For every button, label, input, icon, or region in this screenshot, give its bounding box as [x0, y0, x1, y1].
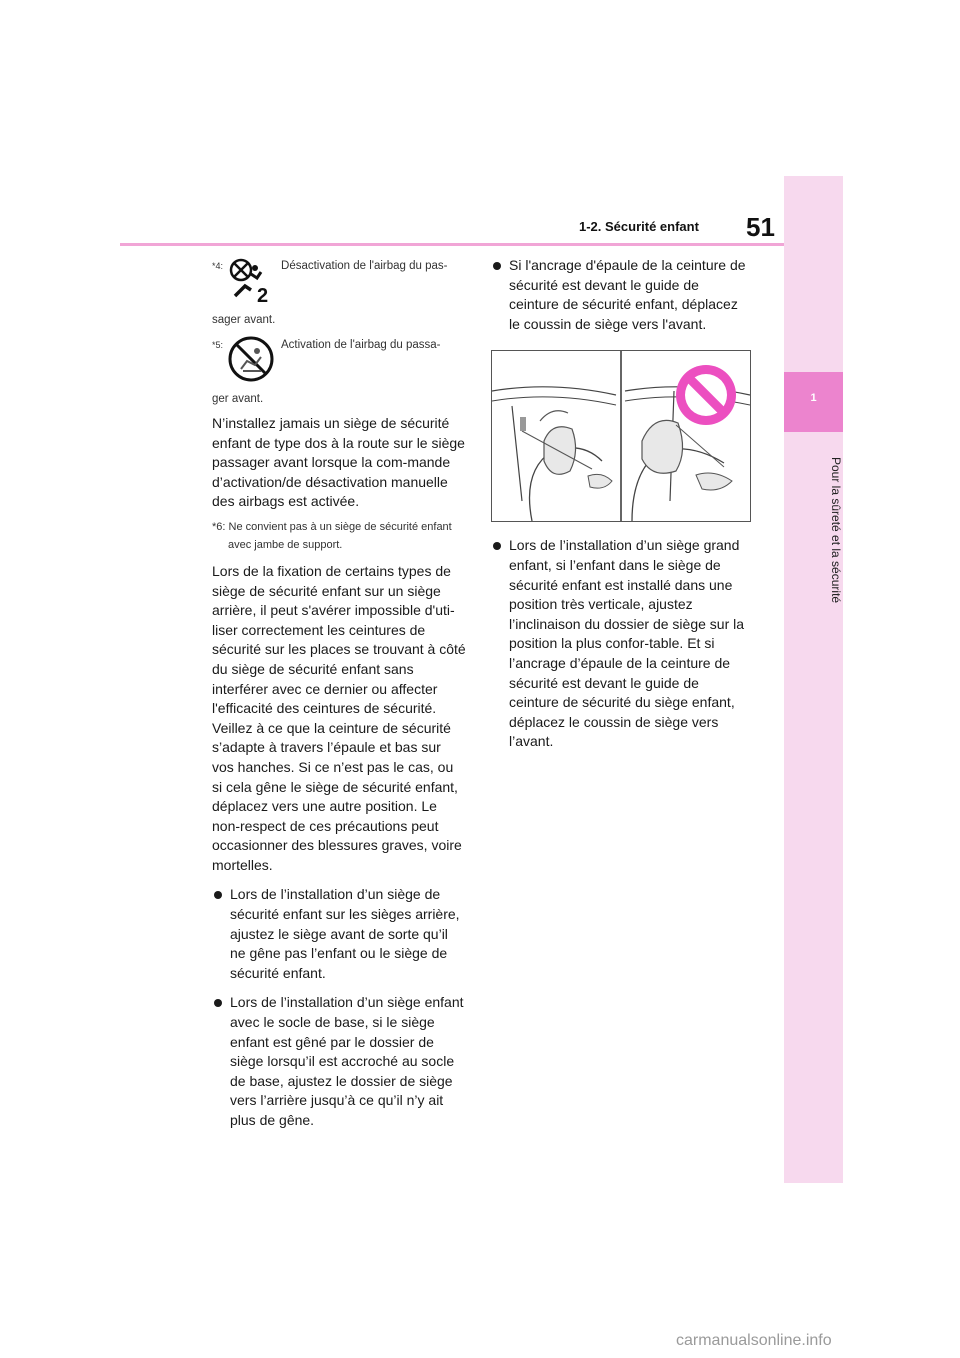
page-number: 51 — [746, 212, 775, 242]
footnote-4-continuation: sager avant. — [212, 314, 276, 326]
footnote-4 — [212, 256, 466, 329]
footnote-mark: *6: — [212, 520, 226, 533]
chapter-title: Pour la sûreté et la sécurité — [829, 456, 843, 604]
right-column — [491, 256, 751, 752]
chapter-number: 1 — [810, 392, 817, 404]
section-title: 1-2. Sécurité enfant — [579, 219, 699, 234]
list-item — [212, 993, 466, 1130]
list-item — [212, 885, 466, 983]
footnote-4-text: Désactivation de l'airbag du pas- — [281, 260, 448, 272]
left-column — [212, 256, 466, 1131]
footnote-mark: *5: — [212, 340, 224, 350]
bullet-dot — [214, 891, 222, 899]
passenger-airbag-on-icon — [227, 335, 275, 390]
svg-text:2: 2 — [257, 285, 269, 304]
footnote-mark: *4: — [212, 261, 224, 271]
footnote-5-text: Activation de l'airbag du passa- — [281, 339, 441, 351]
chapter-side-tab[interactable] — [784, 176, 843, 1183]
bullet-dot — [493, 262, 501, 270]
passenger-airbag-off-icon — [227, 256, 275, 311]
footnote-6-text: Ne convient pas à un siège de sécurité enfant avec jambe de support. — [228, 520, 452, 551]
bullet-text: Lors de l’installation d’un siège enfant avec le socle de base, si le siège enfant est gêné par le dossier de siège lorsqu’il est accroché au socle de base, ajustez le dossier de siège vers l’arrière jusqu’à ce qu’il n’y ait plus de gêne. — [230, 994, 464, 1128]
footnote-6 — [212, 518, 466, 554]
bullet-text: Si l'ancrage d'épaule de la ceinture de sécurité est devant le guide de ceinture de sécurité enfant, déplacez le coussin de siège vers l'avant. — [509, 257, 746, 332]
bullet-dot — [214, 999, 222, 1007]
booster-seat-illustration — [491, 350, 751, 522]
booster-seat-correct-panel — [492, 387, 616, 521]
footnote-5-continuation: ger avant. — [212, 393, 264, 405]
footnote-5 — [212, 335, 466, 408]
bullet-text: Lors de l’installation d’un siège de sécurité enfant sur les sièges arrière, ajustez le siège avant de sorte qu’il ne gêne pas l’enfant ou le siège de sécurité enfant. — [230, 886, 460, 981]
watermark: carmanualsonline.info — [676, 1332, 832, 1349]
list-item — [491, 256, 751, 334]
prohibition-icon — [676, 365, 736, 425]
paragraph-rear-facing-warning: N’installez jamais un siège de sécurité enfant de type dos à la route sur le siège passager avant lorsque la com-mande d’activation/de désactivation manuelle des airbags est activée. — [212, 415, 465, 510]
bullet-text: Lors de l’installation d’un siège grand enfant, si l’enfant dans le siège de sécurité enfant est installé dans une position très verticale, ajustez l’inclinaison du dossier de siège sur la position la plus confor-table. Et si l’ancrage d’épaule de la ceinture de sécurité est devant le guide de ceinture de sécurité du siège enfant, déplacez le coussin de siège vers l’avant. — [509, 537, 745, 750]
paragraph-rear-seat-belts: Lors de la fixation de certains types de siège de sécurité enfant sur un siège arrière, il peut s'avérer impossible d'uti-liser correctement les ceintures de sécurité sur les places se trouvant à côté du siège de sécurité enfant sans interférer avec ce dernier ou affecter l'efficacité des ceintures de sécurité. Veillez à ce que la ceinture de sécurité s’adapte à travers l’épaule et bas sur vos hanches. Si ce n’est pas le cas, ou si cela gêne le siège de sécurité enfant, déplacez vers une autre position. Le non-respect de ces précautions peut occasionner des blessures graves, voire mortelles. — [212, 562, 466, 873]
list-item — [491, 536, 751, 752]
bullet-dot — [493, 542, 501, 550]
header-rule — [120, 243, 840, 246]
